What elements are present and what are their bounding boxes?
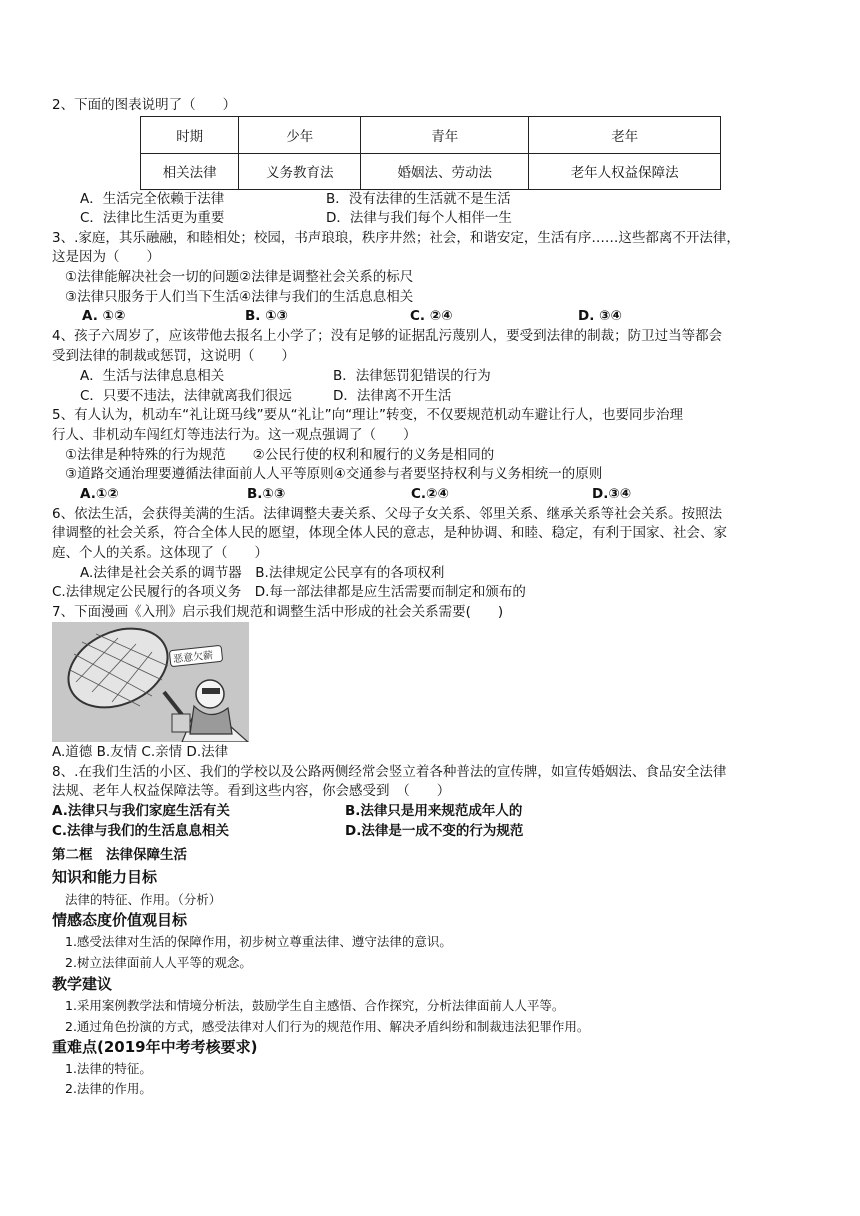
q2-option-c: C．法律比生活更为重要 bbox=[80, 210, 225, 226]
table-cell: 相关法律 bbox=[141, 153, 239, 190]
q3-stem-line1: 3、.家庭，其乐融融，和睦相处；校园，书声琅琅，秩序井然；社会，和谐安定，生活有序……这些都离不开法律， bbox=[52, 230, 740, 246]
q6-stem-line1: 6、依法生活，会获得美满的生活。法律调整夫妻关系、父母子女关系、邻里关系、继承关系等社会关系。按照法 bbox=[52, 506, 723, 522]
q3-stem-line2: 这是因为（ ） bbox=[52, 249, 160, 265]
q2-table bbox=[140, 116, 721, 190]
q8-option-c: C.法律与我们的生活息息相关 bbox=[52, 823, 230, 839]
heading-teaching-suggestions: 教学建议 bbox=[52, 975, 113, 993]
q3-statement-2: ③法律只服务于人们当下生活④法律与我们的生活息息相关 bbox=[65, 289, 414, 305]
q5-stem-line2: 行人、非机动车闯红灯等违法行为。这一观点强调了（ ） bbox=[52, 427, 417, 443]
list-item: 1.感受法律对生活的保障作用，初步树立尊重法律、遵守法律的意识。 bbox=[65, 934, 452, 949]
q3-option-b: B. ①③ bbox=[245, 308, 288, 324]
q4-option-c: C．只要不违法，法律就离我们很远 bbox=[80, 388, 292, 404]
table-row bbox=[141, 153, 721, 190]
q8-stem-line1: 8、.在我们生活的小区、我们的学校以及公路两侧经常会竖立着各种普法的宣传牌，如宣传婚姻法、食品安全法律 bbox=[52, 764, 727, 780]
list-item: 2.法律的作用。 bbox=[65, 1081, 152, 1096]
q2-option-d: D．法律与我们每个人相伴一生 bbox=[326, 210, 512, 226]
knowledge-goals-text: 法律的特征、作用。（分析） bbox=[65, 892, 222, 907]
q6-stem-line3: 庭、个人的关系。这体现了（ ） bbox=[52, 545, 268, 561]
table-cell: 婚姻法、劳动法 bbox=[361, 153, 529, 190]
q4-stem-line1: 4、孩子六周岁了，应该带他去报名上小学了；没有足够的证据乱污蔑别人，要受到法律的制裁；防卫过当等都会 bbox=[52, 328, 723, 344]
q5-statement-2: ③道路交通治理要遵循法律面前人人平等原则④交通参与者要坚持权利与义务相统一的原则 bbox=[65, 466, 603, 482]
table-cell: 老年人权益保障法 bbox=[529, 153, 721, 190]
table-cell: 义务教育法 bbox=[239, 153, 361, 190]
heading-attitude-goals: 情感态度价值观目标 bbox=[52, 911, 188, 929]
table-header-cell: 时期 bbox=[141, 117, 239, 154]
q8-option-b: B.法律只是用来规范成年人的 bbox=[345, 803, 523, 819]
table-row bbox=[141, 117, 721, 154]
q5-statement-1: ①法律是种特殊的行为规范 ②公民行使的权利和履行的义务是相同的 bbox=[65, 447, 495, 463]
q2-option-a: A．生活完全依赖于法律 bbox=[80, 191, 225, 207]
list-item: 1.法律的特征。 bbox=[65, 1061, 152, 1076]
section-title: 第二框 法律保障生活 bbox=[52, 847, 187, 863]
q5-option-a: A.①② bbox=[80, 486, 119, 502]
list-item: 1.采用案例教学法和情境分析法，鼓励学生自主感悟、合作探究，分析法律面前人人平等。 bbox=[65, 998, 565, 1013]
heading-key-points: 重难点(2019年中考考核要求) bbox=[52, 1038, 258, 1056]
table-header-cell: 青年 bbox=[361, 117, 529, 154]
cartoon-label: 恶意欠薪 bbox=[172, 650, 214, 666]
q4-option-a: A．生活与法律息息相关 bbox=[80, 368, 225, 384]
cartoon-image bbox=[52, 622, 249, 742]
list-item: 2.通过角色扮演的方式，感受法律对人们行为的规范作用、解决矛盾纠纷和制裁违法犯罪作用。 bbox=[65, 1019, 590, 1034]
q8-option-d: D.法律是一成不变的行为规范 bbox=[345, 823, 524, 839]
table-header-cell: 少年 bbox=[239, 117, 361, 154]
list-item: 2.树立法律面前人人平等的观念。 bbox=[65, 955, 252, 970]
heading-knowledge-goals: 知识和能力目标 bbox=[52, 868, 158, 886]
q2-stem: 2、下面的图表说明了（ ） bbox=[52, 97, 237, 113]
q7-stem: 7、下面漫画《入刑》启示我们规范和调整生活中形成的社会关系需要( ) bbox=[52, 604, 504, 620]
q8-stem-line2: 法规、老年人权益保障法等。看到这些内容，你会感受到 （ ） bbox=[52, 783, 451, 799]
q6-options-ab: A.法律是社会关系的调节器 B.法律规定公民享有的各项权利 bbox=[80, 565, 445, 581]
q6-stem-line2: 律调整的社会关系，符合全体人民的愿望，体现全体人民的意志，是种协调、和睦、稳定，有利于国家、社会、家 bbox=[52, 525, 727, 541]
q4-option-b: B．法律惩罚犯错误的行为 bbox=[333, 368, 491, 384]
q3-option-a: A. ①② bbox=[82, 308, 126, 324]
q7-options: A.道德 B.友情 C.亲情 D.法律 bbox=[52, 744, 229, 760]
q3-option-c: C. ②④ bbox=[410, 308, 453, 324]
q4-option-d: D．法律离不开生活 bbox=[333, 388, 452, 404]
table-header-cell: 老年 bbox=[529, 117, 721, 154]
q3-statement-1: ①法律能解决社会一切的问题②法律是调整社会关系的标尺 bbox=[65, 269, 414, 285]
q3-option-d: D. ③④ bbox=[578, 308, 622, 324]
q2-option-b: B．没有法律的生活就不是生活 bbox=[326, 191, 511, 207]
q4-stem-line2: 受到法律的制裁或惩罚，这说明（ ） bbox=[52, 348, 295, 364]
q5-option-c: C.②④ bbox=[411, 486, 449, 502]
q5-option-b: B.①③ bbox=[247, 486, 286, 502]
q8-option-a: A.法律只与我们家庭生活有关 bbox=[52, 803, 230, 819]
q5-option-d: D.③④ bbox=[592, 486, 632, 502]
q6-options-cd: C.法律规定公民履行的各项义务 D.每一部法律都是应生活需要而制定和颁布的 bbox=[52, 584, 526, 600]
q5-stem-line1: 5、有人认为，机动车“礼让斑马线”要从“礼让”向“理让”转变，不仅要规范机动车避让行人，也要同步治理 bbox=[52, 407, 684, 423]
